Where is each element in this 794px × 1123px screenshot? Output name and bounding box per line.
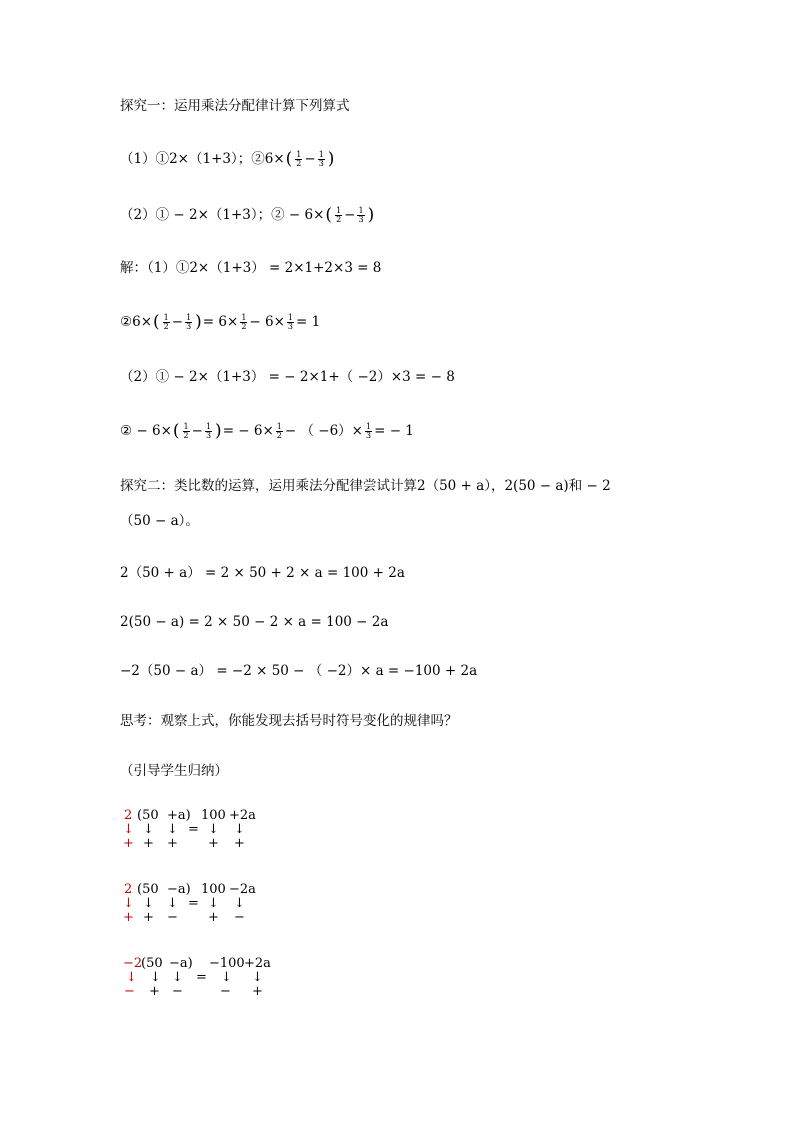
term: +2a bbox=[244, 956, 271, 971]
solution-1: 解：（1）①2×（1+3） = 2×1+2×3 = 8 bbox=[120, 260, 382, 276]
fraction: $\frac{1}{3}$ bbox=[358, 205, 364, 224]
solution-2: ②6× ( $\frac{1}{2}$ − $\frac{1}{3}$ ) = 6× $\frac{1}{2}$ − 6× $\frac{1}{3}$ = 1 bbox=[120, 312, 321, 332]
fraction: $\frac{1}{3}$ bbox=[205, 421, 212, 440]
fraction: $\frac{1}{3}$ bbox=[186, 312, 192, 331]
arrow-down-icon: ↓ bbox=[167, 896, 178, 911]
fraction: $\frac{1}{2}$ bbox=[276, 421, 282, 440]
sign: + bbox=[123, 910, 134, 925]
term: +2a bbox=[229, 808, 256, 823]
sign: + bbox=[252, 984, 263, 999]
equals-sign: = bbox=[196, 970, 207, 985]
term: (50 bbox=[137, 882, 159, 897]
sign: + bbox=[143, 910, 154, 925]
arrow-down-icon: ↓ bbox=[126, 970, 137, 985]
equation-2: 2(50 − a) = 2 × 50 − 2 × a = 100 − 2a bbox=[120, 614, 389, 630]
section2-title-continued: （50 − a）。 bbox=[120, 513, 199, 529]
sign: − bbox=[172, 984, 183, 999]
solution-4: ② − 6× ( $\frac{1}{2}$ − $\frac{1}{3}$ ) = − 6× $\frac{1}{2}$ − （ −6）× $\frac{1}{3}$ = − 1 bbox=[120, 421, 414, 441]
question-2: （2）① − 2×（1+3）；② − 6× ( $\frac{1}{2}$ − $\frac{1}{3}$ ) bbox=[120, 205, 375, 225]
arrow-down-icon: ↓ bbox=[221, 970, 232, 985]
equation-3: −2（50 − a） = −2 × 50 − （ −2）× a = −100 + 2a bbox=[120, 663, 478, 679]
term: −2a bbox=[229, 882, 256, 897]
equation-1: 2（50 + a） = 2 × 50 + 2 × a = 100 + 2a bbox=[120, 565, 405, 581]
equals-sign: = bbox=[188, 822, 199, 837]
fraction: $\frac{1}{2}$ bbox=[296, 149, 302, 168]
thinking-question: 思考：观察上式，你能发现去括号时符号变化的规律吗？ bbox=[120, 713, 458, 729]
term: −a) bbox=[167, 882, 191, 897]
arrow-down-icon: ↓ bbox=[234, 896, 245, 911]
section2-title: 探究二：类比数的运算，运用乘法分配律尝试计算2（50 + a），2(50 − a)和 − 2 bbox=[120, 478, 611, 494]
question-1: （1）①2×（1+3）；②6× ( $\frac{1}{2}$ − $\frac{1}{3}$ ) bbox=[120, 149, 335, 169]
arrow-down-icon: ↓ bbox=[167, 822, 178, 837]
fraction: $\frac{1}{2}$ bbox=[183, 421, 189, 440]
term: 100 bbox=[201, 882, 226, 897]
sign: − bbox=[234, 910, 245, 925]
sign-diagram-2 bbox=[120, 883, 320, 927]
arrow-down-icon: ↓ bbox=[252, 970, 263, 985]
fraction: $\frac{1}{3}$ bbox=[287, 312, 294, 331]
arrow-down-icon: ↓ bbox=[123, 822, 134, 837]
sign: + bbox=[208, 910, 219, 925]
equals-sign: = bbox=[188, 896, 199, 911]
sign: + bbox=[123, 836, 134, 851]
fraction: $\frac{1}{2}$ bbox=[241, 312, 247, 331]
term: −a) bbox=[169, 956, 193, 971]
fraction: $\frac{1}{3}$ bbox=[318, 149, 324, 168]
term: (50 bbox=[141, 956, 163, 971]
arrow-down-icon: ↓ bbox=[172, 970, 183, 985]
sign: − bbox=[220, 984, 231, 999]
arrow-down-icon: ↓ bbox=[234, 822, 245, 837]
sign: − bbox=[167, 910, 178, 925]
sign: − bbox=[124, 984, 135, 999]
sign-diagram-1 bbox=[120, 809, 320, 853]
guide-note: （引导学生归纳） bbox=[120, 763, 228, 779]
coefficient: −2 bbox=[123, 956, 143, 971]
sign: + bbox=[143, 836, 154, 851]
fraction: $\frac{1}{2}$ bbox=[336, 205, 342, 224]
solution-3: （2）① − 2×（1+3） = − 2×1+（ −2）×3 = − 8 bbox=[120, 369, 455, 385]
coefficient: 2 bbox=[124, 882, 133, 897]
sign: + bbox=[167, 836, 178, 851]
sign: + bbox=[149, 984, 160, 999]
fraction: $\frac{1}{2}$ bbox=[163, 312, 169, 331]
arrow-down-icon: ↓ bbox=[143, 822, 154, 837]
arrow-down-icon: ↓ bbox=[150, 970, 161, 985]
arrow-down-icon: ↓ bbox=[143, 896, 154, 911]
arrow-down-icon: ↓ bbox=[208, 822, 219, 837]
term: +a) bbox=[167, 808, 191, 823]
term: 100 bbox=[201, 808, 226, 823]
section1-title: 探究一：运用乘法分配律计算下列算式 bbox=[120, 98, 350, 114]
sign-diagram-3 bbox=[120, 957, 320, 1001]
sign: + bbox=[208, 836, 219, 851]
term: −100 bbox=[209, 956, 245, 971]
sign: + bbox=[234, 836, 245, 851]
arrow-down-icon: ↓ bbox=[208, 896, 219, 911]
term: (50 bbox=[137, 808, 159, 823]
fraction: $\frac{1}{3}$ bbox=[366, 421, 372, 440]
coefficient: 2 bbox=[124, 808, 133, 823]
arrow-down-icon: ↓ bbox=[123, 896, 134, 911]
